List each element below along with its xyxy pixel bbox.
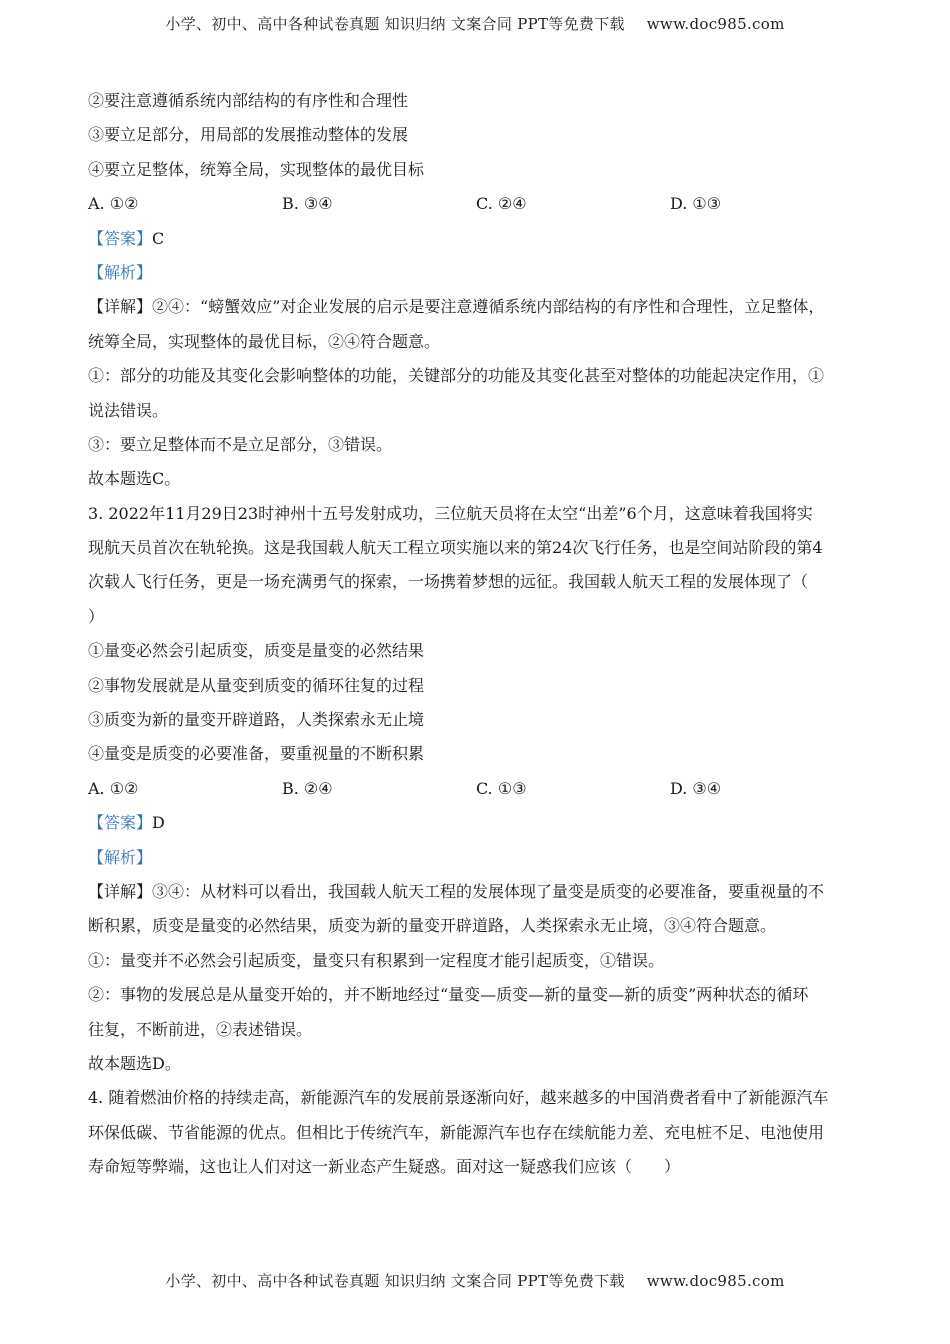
q2-detail-label: 【详解】 <box>88 297 153 317</box>
document-body <box>88 84 866 1185</box>
q2-detail-1 <box>88 290 866 324</box>
q2-detail-2: 统筹全局，实现整体的最优目标，②④符合题意。 <box>88 331 441 351</box>
q2-item-4: ④要立足整体，统筹全局，实现整体的最优目标 <box>88 159 425 179</box>
q3-detail-4: ②：事物的发展总是从量变开始的，并不断地经过“量变—质变—新的量变—新的质变”两种状态的循环 <box>88 985 809 1005</box>
q2-option-b: B. ③④ <box>282 194 333 214</box>
q2-answer <box>88 222 866 256</box>
q3-item-3: ③质变为新的量变开辟道路，人类探索永无止境 <box>88 710 425 730</box>
q2-answer-value: C <box>152 228 165 248</box>
q3-stem-1: 3. 2022年11月29日23时神州十五号发射成功，三位航天员将在太空“出差”6个月，这意味着我国将实 <box>88 503 813 523</box>
page-footer <box>0 1270 950 1291</box>
q3-answer <box>88 806 866 840</box>
q2-analysis-label: 【解析】 <box>88 262 153 282</box>
q2-answer-label: 【答案】 <box>88 228 153 248</box>
q2-item-3: ③要立足部分，用局部的发展推动整体的发展 <box>88 125 409 145</box>
q4-stem-2: 环保低碳、节省能源的优点。但相比于传统汽车，新能源汽车也存在续航能力差、充电桩不足、电池使用 <box>88 1122 825 1142</box>
q2-option-c: C. ②④ <box>476 194 527 214</box>
header-text: 小学、初中、高中各种试卷真题 知识归纳 文案合同 PPT等免费下载 <box>165 15 625 33</box>
q2-detail-4: 说法错误。 <box>88 400 169 420</box>
q3-detail-label: 【详解】 <box>88 881 153 901</box>
q2-detail-text-1: ②④：“螃蟹效应”对企业发展的启示是要注意遵循系统内部结构的有序性和合理性，立足整体， <box>152 297 825 317</box>
q2-conclusion: 故本题选C。 <box>88 469 181 489</box>
q3-analysis-label: 【解析】 <box>88 847 153 867</box>
q3-detail-text-1: ③④：从材料可以看出，我国载人航天工程的发展体现了量变是质变的必要准备，要重视量的不 <box>152 881 825 901</box>
q3-detail-5: 往复，不断前进，②表述错误。 <box>88 1019 313 1039</box>
q3-stem-4: ） <box>88 606 105 626</box>
q3-answer-label: 【答案】 <box>88 813 153 833</box>
q4-stem-3: 寿命短等弊端，这也让人们对这一新业态产生疑惑。面对这一疑惑我们应该（ ） <box>88 1157 681 1177</box>
q2-option-d: D. ①③ <box>670 194 722 214</box>
q3-option-d: D. ③④ <box>670 778 722 798</box>
q3-stem-2: 现航天员首次在轨轮换。这是我国载人航天工程立项实施以来的第24次飞行任务，也是空间站阶段的第4 <box>88 538 823 558</box>
q4-stem-1: 4. 随着燃油价格的持续走高，新能源汽车的发展前景逐渐向好，越来越多的中国消费者看中了新能源汽车 <box>88 1088 829 1108</box>
q3-option-a: A. ①② <box>88 778 139 798</box>
q3-answer-value: D <box>152 813 165 833</box>
q3-stem-3: 次载人飞行任务，更是一场充满勇气的探索，一场携着梦想的远征。我国载人航天工程的发展体现了（ <box>88 572 809 592</box>
q3-detail-2: 断积累，质变是量变的必然结果，质变为新的量变开辟道路，人类探索永无止境，③④符合题意。 <box>88 916 777 936</box>
q3-option-c: C. ①③ <box>476 778 527 798</box>
q3-conclusion: 故本题选D。 <box>88 1053 181 1073</box>
q2-detail-5: ③：要立足整体而不是立足部分，③错误。 <box>88 434 393 454</box>
q2-detail-3: ①：部分的功能及其变化会影响整体的功能，关键部分的功能及其变化甚至对整体的功能起决定作用，① <box>88 366 825 386</box>
q3-item-2: ②事物发展就是从量变到质变的循环往复的过程 <box>88 675 425 695</box>
q3-option-b: B. ②④ <box>282 778 333 798</box>
page-header <box>0 13 950 34</box>
footer-text: 小学、初中、高中各种试卷真题 知识归纳 文案合同 PPT等免费下载 <box>165 1272 625 1290</box>
q3-detail-3: ①：量变并不必然会引起质变，量变只有积累到一定程度才能引起质变，①错误。 <box>88 950 665 970</box>
q2-options <box>88 187 866 221</box>
q3-item-4: ④量变是质变的必要准备，要重视量的不断积累 <box>88 744 425 764</box>
footer-site-link[interactable]: www.doc985.com <box>646 1272 785 1290</box>
q3-detail-1 <box>88 875 866 909</box>
q3-item-1: ①量变必然会引起质变，质变是量变的必然结果 <box>88 641 425 661</box>
q2-item-2: ②要注意遵循系统内部结构的有序性和合理性 <box>88 91 409 110</box>
q3-options <box>88 772 866 806</box>
header-site-link[interactable]: www.doc985.com <box>646 15 785 33</box>
q2-option-a: A. ①② <box>88 194 139 214</box>
